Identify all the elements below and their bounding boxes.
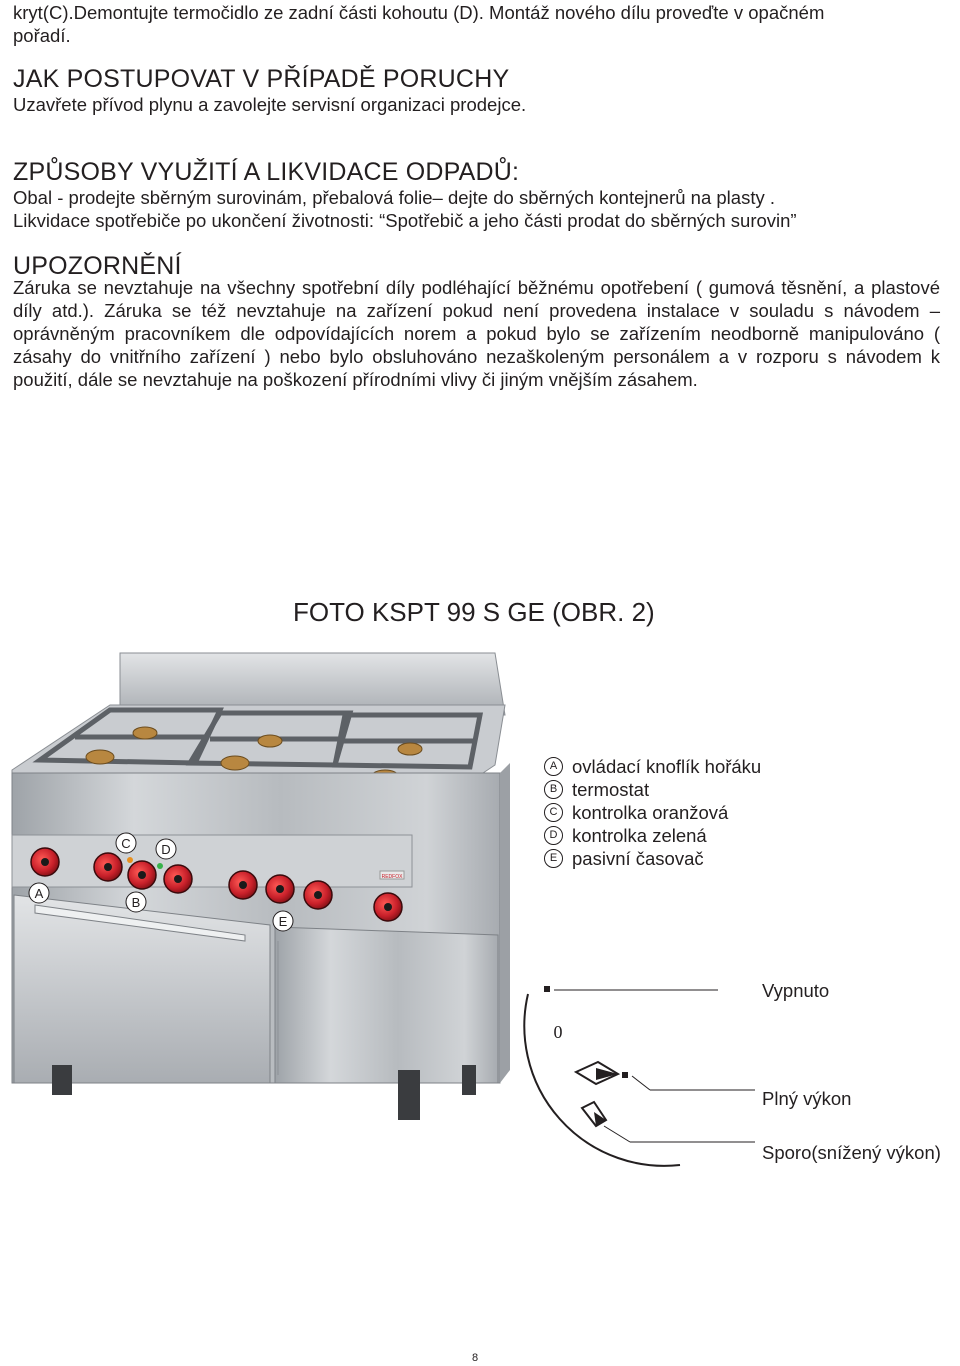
intro-line-1: kryt(C).Demontujte termočidlo ze zadní části kohoutu (D). Montáž nového dílu proveďte v opačném	[13, 2, 825, 23]
photo-title: FOTO KSPT 99 S GE (OBR. 2)	[293, 597, 655, 627]
legend-letter-b: B	[544, 780, 563, 799]
legend-text-a: ovládací knoflík hořáku	[572, 756, 762, 777]
disposal-line-2: Likvidace spotřebiče po ukončení životnosti: “Spotřebič a jeho části prodat do sběrných surovin”	[13, 210, 797, 231]
legend-text-d: kontrolka zelená	[572, 825, 707, 846]
pilot-light-green	[157, 863, 163, 869]
disposal-heading: ZPŮSOBY VYUŽITÍ A LIKVIDACE ODPADŮ:	[13, 158, 520, 186]
stove-illustration	[0, 645, 510, 1145]
leader-full	[632, 1076, 650, 1090]
pilot-light-orange	[127, 857, 133, 863]
legend-text-c: kontrolka oranžová	[572, 802, 729, 823]
legend-item-c	[544, 801, 728, 824]
disposal-line-1: Obal - prodejte sběrným surovinám, přebalová folie– dejte do sběrných kontejnerů na plasty .	[13, 187, 776, 208]
brand-plate-text: REDFOX	[381, 874, 403, 880]
full-marker-icon	[622, 1072, 628, 1078]
malfunction-heading: JAK POSTUPOVAT V PŘÍPADĚ PORUCHY	[13, 65, 510, 93]
warranty-text: Záruka se nevztahuje na všechny spotřební díly podléhající běžnému opotřebení ( gumová těsnění, a plastové díly atd.). Záruka se též nevztahuje na zařízení pokud není provedena instalace v souladu s návodem – oprávněným pracovníkem dle odpovídajících norem a pokud bylo se zařízením neodborně manipulováno ( zásahy do vnitřního zařízení ) nebo bylo obsluhováno nezaškoleným personálem a v rozporu s návodem k použití, dále se nevztahuje na poškození přírodními vlivy či jiným vnějším zásahem.	[13, 277, 940, 390]
dial-label-reduced: Sporo(snížený výkon)	[762, 1142, 941, 1163]
legend-item-e	[544, 847, 704, 870]
dial-zero: 0	[553, 1022, 563, 1042]
legend-text-b: termostat	[572, 779, 650, 800]
callout-e: E	[278, 914, 288, 929]
foot-right-front	[398, 1070, 420, 1120]
warranty-paragraph	[13, 276, 940, 391]
leader-reduced	[604, 1126, 630, 1142]
warning-heading: UPOZORNĚNÍ	[13, 252, 182, 280]
foot-left-front	[52, 1065, 72, 1095]
callout-d: D	[161, 842, 171, 857]
legend-letter-e: E	[544, 849, 563, 868]
legend-letter-c: C	[544, 803, 563, 822]
control-panel	[12, 835, 412, 887]
cabinet-door	[275, 927, 498, 1083]
malfunction-text: Uzavřete přívod plynu a zavolejte servisní organizaci prodejce.	[13, 94, 527, 115]
dial-label-off: Vypnuto	[762, 980, 830, 1001]
legend-item-a	[544, 755, 761, 778]
legend-item-d	[544, 824, 707, 847]
page-number: 8	[472, 1352, 479, 1364]
callout-b: B	[131, 895, 141, 910]
legend-letter-d: D	[544, 826, 563, 845]
reduced-flame-icon	[582, 1102, 606, 1126]
legend-text-e: pasivní časovač	[572, 848, 704, 869]
legend-letter-a: A	[544, 757, 563, 776]
intro-line-2: pořadí.	[13, 25, 71, 46]
off-marker-icon	[544, 986, 550, 992]
callout-a: A	[34, 886, 44, 901]
dial-diagram	[500, 980, 760, 1180]
callout-c: C	[121, 836, 131, 851]
legend-item-b	[544, 778, 649, 801]
foot-right-back	[462, 1065, 476, 1095]
dial-label-full: Plný výkon	[762, 1088, 852, 1109]
